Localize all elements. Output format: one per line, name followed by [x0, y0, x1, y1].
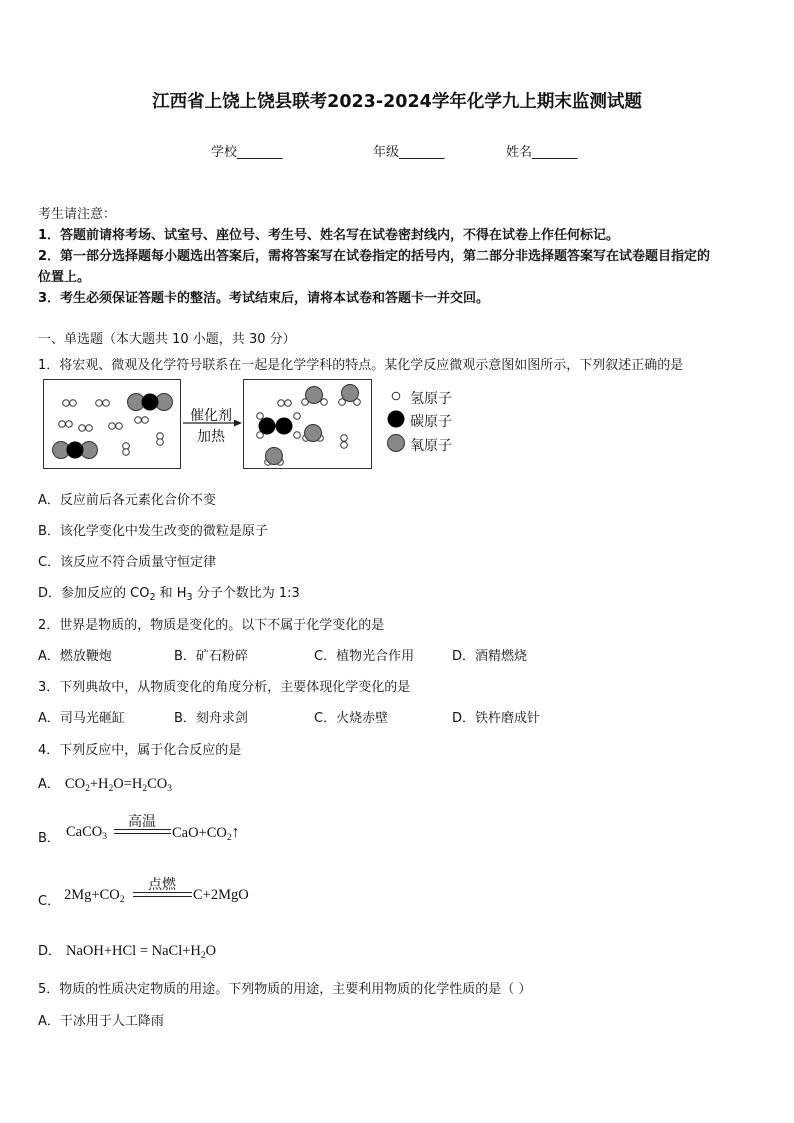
q4-c-right: C+2MgO	[193, 887, 249, 903]
q1-option-c[interactable]: C．该反应不符合质量守恒定律	[38, 555, 217, 570]
q4-option-d[interactable]	[38, 940, 216, 960]
c-atom	[67, 442, 84, 459]
q4-d-equation: NaOH+HCl = $NaCl+H_2O$	[66, 943, 217, 961]
q2-stem: 2．世界是物质的，物质是变化的。以下不属于化学变化的是	[38, 618, 385, 633]
notice-item-2-cont: 位置上。	[38, 270, 91, 285]
h-atom	[341, 442, 348, 449]
q1-stem: 1．将宏观、微观及化学符号联系在一起是化学学科的特点。某化学反应微观示意图如图所示，下列叙述正确的是	[38, 358, 684, 373]
notice-item-1: 1．答题前请将考场、试室号、座位号、考生号、姓名写在试卷密封线内，不得在试卷上作任何标记。	[38, 228, 620, 243]
q3-option-b[interactable]: B．刻舟求剑	[174, 711, 248, 726]
h-atom	[294, 413, 301, 420]
h-atom	[278, 400, 285, 407]
o-atom	[342, 385, 359, 402]
reactants-box	[43, 379, 181, 469]
q1-d-pre: D．参加反应的 CO	[38, 586, 150, 601]
q4-b-label: B．	[38, 831, 60, 846]
q4-c-label: C．	[38, 894, 61, 909]
q3-option-a[interactable]: A．司马光砸缸	[38, 711, 125, 726]
q4-c-condition: 点燃	[148, 877, 176, 893]
q1-d-sub1: 2	[149, 592, 156, 603]
grade-field: 年级_______	[373, 145, 445, 160]
q4-c-equals	[133, 892, 192, 897]
h-atom	[66, 421, 73, 428]
notice-heading: 考生请注意：	[38, 207, 117, 222]
h-atom	[142, 417, 149, 424]
h-atom	[116, 423, 123, 430]
q2-option-b[interactable]: B．矿石粉碎	[174, 649, 248, 664]
h-atom	[157, 439, 164, 446]
c-atom	[259, 418, 276, 435]
q4-c-left: $2Mg+CO_2$	[64, 887, 125, 905]
h-atom	[96, 400, 103, 407]
heating-label: 加热	[197, 429, 225, 445]
q2-option-c[interactable]: C．植物光合作用	[314, 649, 415, 664]
h-atom	[123, 449, 130, 456]
h-atom	[294, 432, 301, 439]
q1-d-post: 分子个数比为 1:3	[192, 586, 300, 601]
h-atom	[135, 417, 142, 424]
h-atom	[285, 400, 292, 407]
reactants-molecules	[44, 380, 180, 468]
q4-b-condition: 高温	[128, 814, 156, 830]
oxygen-icon	[388, 435, 405, 452]
q3-option-c[interactable]: C．火烧赤壁	[314, 711, 389, 726]
q1-option-a[interactable]: A．反应前后各元素化合价不变	[38, 493, 216, 508]
q5-option-a[interactable]: A．干冰用于人工降雨	[38, 1014, 164, 1029]
q4-a-equation: $CO_2+H_2O=H_2CO_3$	[64, 776, 172, 794]
q3-stem: 3．下列典故中，从物质变化的角度分析，主要体现化学变化的是	[38, 680, 411, 695]
o-atom	[266, 448, 283, 465]
legend-oxygen: 氧原子	[410, 438, 452, 454]
q5-stem: 5．物质的性质决定物质的用途。下列物质的用途，主要利用物质的化学性质的是（ ）	[38, 982, 532, 997]
legend-hydrogen: 氢原子	[410, 391, 452, 407]
h-atom	[341, 435, 348, 442]
h-atom	[103, 400, 110, 407]
q1-option-b[interactable]: B．该化学变化中发生改变的微粒是原子	[38, 524, 268, 539]
q4-b-equals	[114, 829, 171, 834]
h-atom	[257, 413, 264, 420]
q4-stem: 4．下列反应中，属于化合反应的是	[38, 743, 242, 758]
q4-option-a[interactable]	[38, 773, 172, 793]
notice-item-3: 3．考生必须保证答题卡的整洁。考试结束后，请将本试卷和答题卡一并交回。	[38, 291, 490, 306]
catalyst-label: 催化剂	[190, 408, 232, 424]
q2-option-d[interactable]: D．酒精燃烧	[452, 649, 528, 664]
q4-b-left: CaCO$_3$	[66, 824, 107, 842]
page-title: 江西省上饶上饶县联考2023-2024学年化学九上期末监测试题	[152, 92, 642, 112]
q1-option-d[interactable]	[38, 582, 300, 601]
carbon-icon	[388, 411, 405, 428]
c-atom	[276, 418, 293, 435]
h-atom	[79, 425, 86, 432]
name-field: 姓名_______	[506, 145, 578, 160]
q4-a-label: A．	[38, 777, 60, 792]
h-atom	[63, 400, 70, 407]
q4-d-label: D．	[38, 944, 62, 959]
q3-option-d[interactable]: D．铁杵磨成针	[452, 711, 541, 726]
h-atom	[86, 425, 93, 432]
section-heading: 一、单选题（本大题共 10 小题，共 30 分）	[38, 332, 296, 347]
q1-d-sub2: 3	[186, 592, 193, 603]
legend-icons	[386, 386, 410, 456]
products-molecules	[244, 380, 371, 468]
legend-carbon: 碳原子	[410, 414, 452, 430]
h-atom	[109, 423, 116, 430]
notice-item-2: 2．第一部分选择题每小题选出答案后，需将答案写在试卷指定的括号内，第二部分非选择题答案写在试卷题目指定的	[38, 249, 711, 264]
o-atom	[305, 425, 322, 442]
c-atom	[142, 394, 159, 411]
h-atom	[321, 399, 328, 406]
q1-d-mid: 和 H	[155, 586, 187, 601]
h-atom	[59, 421, 66, 428]
q4-b-right: $CaO+CO_2↑$	[172, 824, 240, 843]
hydrogen-icon	[392, 392, 400, 400]
school-field: 学校_______	[211, 145, 283, 160]
q2-option-a[interactable]: A．燃放鞭炮	[38, 649, 112, 664]
h-atom	[70, 400, 77, 407]
products-box	[243, 379, 372, 469]
o-atom	[306, 387, 323, 404]
